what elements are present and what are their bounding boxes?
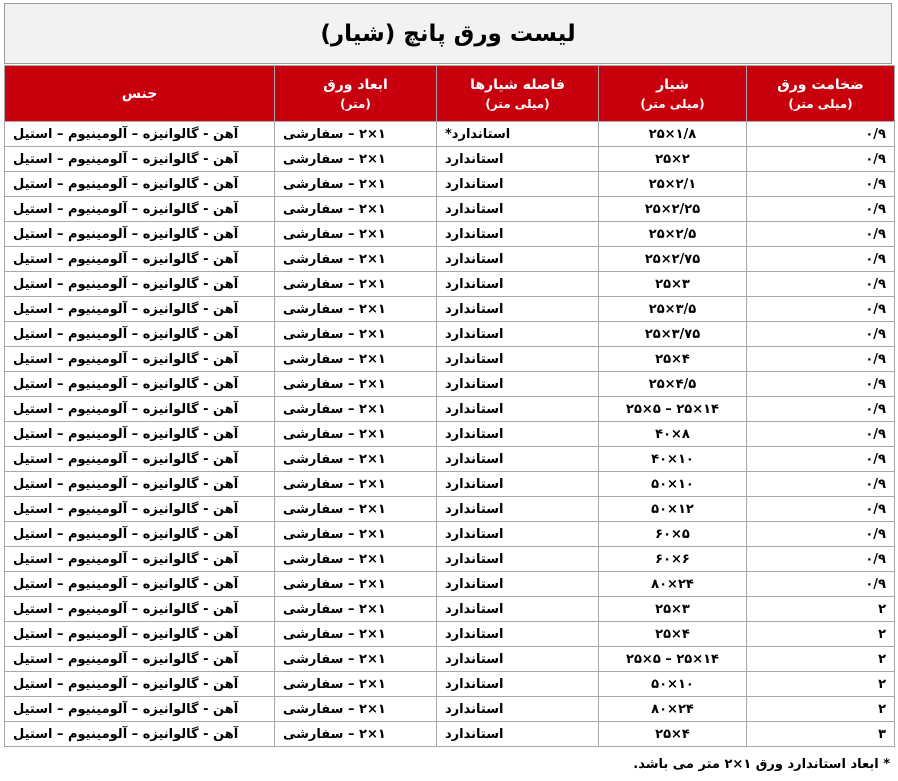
- thickness-cell: ۰/۹: [747, 397, 895, 422]
- dimensions-cell: ۱×۲ – سفارشی: [275, 172, 437, 197]
- thickness-cell: ۳: [747, 722, 895, 747]
- table-row: [5, 597, 895, 622]
- dimensions-cell: ۱×۲ – سفارشی: [275, 122, 437, 147]
- spacing-cell: استاندارد: [437, 272, 599, 297]
- material-cell: آهن - گالوانیزه – آلومینیوم – استیل: [5, 197, 275, 222]
- groove-cell: ۲۴×۸۰: [599, 572, 747, 597]
- material-cell: آهن - گالوانیزه – آلومینیوم – استیل: [5, 497, 275, 522]
- material-cell: آهن - گالوانیزه – آلومینیوم – استیل: [5, 622, 275, 647]
- material-cell: آهن - گالوانیزه – آلومینیوم – استیل: [5, 447, 275, 472]
- spacing-cell: استاندارد: [437, 372, 599, 397]
- spacing-cell: استاندارد*: [437, 122, 599, 147]
- dimensions-cell: ۱×۲ – سفارشی: [275, 472, 437, 497]
- material-cell: آهن - گالوانیزه – آلومینیوم – استیل: [5, 472, 275, 497]
- header-unit: (میلی متر): [640, 96, 705, 111]
- groove-cell: ۳×۲۵: [599, 272, 747, 297]
- groove-cell: ۲۴×۸۰: [599, 697, 747, 722]
- title-box: [4, 3, 892, 64]
- table-row: [5, 197, 895, 222]
- groove-cell: ۲×۲۵: [599, 147, 747, 172]
- spacing-cell: استاندارد: [437, 672, 599, 697]
- groove-cell: ۲/۵×۲۵: [599, 222, 747, 247]
- thickness-cell: ۰/۹: [747, 347, 895, 372]
- thickness-cell: ۲: [747, 597, 895, 622]
- dimensions-cell: ۱×۲ – سفارشی: [275, 297, 437, 322]
- groove-cell: ۴×۲۵: [599, 347, 747, 372]
- thickness-cell: ۰/۹: [747, 522, 895, 547]
- material-cell: آهن - گالوانیزه – آلومینیوم – استیل: [5, 522, 275, 547]
- header-unit: (میلی متر): [788, 96, 853, 111]
- groove-cell: ۱۲×۵۰: [599, 497, 747, 522]
- thickness-cell: ۰/۹: [747, 447, 895, 472]
- groove-cell: ۲/۱×۲۵: [599, 172, 747, 197]
- spacing-cell: استاندارد: [437, 697, 599, 722]
- dimensions-cell: ۱×۲ – سفارشی: [275, 697, 437, 722]
- material-cell: آهن - گالوانیزه – آلومینیوم – استیل: [5, 722, 275, 747]
- header-label: جنس: [121, 85, 158, 102]
- header-material: [5, 66, 275, 122]
- spacing-cell: استاندارد: [437, 522, 599, 547]
- dimensions-cell: ۱×۲ – سفارشی: [275, 447, 437, 472]
- groove-cell: ۱/۸×۲۵: [599, 122, 747, 147]
- thickness-cell: ۲: [747, 622, 895, 647]
- spacing-cell: استاندارد: [437, 497, 599, 522]
- thickness-cell: ۰/۹: [747, 122, 895, 147]
- footnote: * ابعاد استاندارد ورق ۱×۲ متر می باشد.: [633, 757, 890, 772]
- spacing-cell: استاندارد: [437, 297, 599, 322]
- thickness-cell: ۰/۹: [747, 272, 895, 297]
- table-row: [5, 647, 895, 672]
- material-cell: آهن - گالوانیزه – آلومینیوم – استیل: [5, 672, 275, 697]
- dimensions-cell: ۱×۲ – سفارشی: [275, 722, 437, 747]
- groove-cell: ۱۰×۵۰: [599, 672, 747, 697]
- groove-cell: ۴×۲۵: [599, 622, 747, 647]
- material-cell: آهن - گالوانیزه – آلومینیوم – استیل: [5, 697, 275, 722]
- material-cell: آهن - گالوانیزه – آلومینیوم – استیل: [5, 597, 275, 622]
- material-cell: آهن - گالوانیزه – آلومینیوم – استیل: [5, 372, 275, 397]
- groove-cell: ۴/۵×۲۵: [599, 372, 747, 397]
- material-cell: آهن - گالوانیزه – آلومینیوم – استیل: [5, 122, 275, 147]
- header-unit: (متر): [340, 96, 371, 111]
- header-label: فاصله شیارها: [470, 76, 565, 93]
- spacing-cell: استاندارد: [437, 622, 599, 647]
- groove-cell: ۱۰×۵۰: [599, 472, 747, 497]
- dimensions-cell: ۱×۲ – سفارشی: [275, 347, 437, 372]
- material-cell: آهن - گالوانیزه – آلومینیوم – استیل: [5, 247, 275, 272]
- thickness-cell: ۰/۹: [747, 147, 895, 172]
- table-row: [5, 497, 895, 522]
- thickness-cell: ۰/۹: [747, 372, 895, 397]
- table-row: [5, 472, 895, 497]
- spacing-cell: استاندارد: [437, 397, 599, 422]
- table-row: [5, 147, 895, 172]
- thickness-cell: ۲: [747, 672, 895, 697]
- dimensions-cell: ۱×۲ – سفارشی: [275, 522, 437, 547]
- table-row: [5, 422, 895, 447]
- dimensions-cell: ۱×۲ – سفارشی: [275, 272, 437, 297]
- material-cell: آهن - گالوانیزه – آلومینیوم – استیل: [5, 222, 275, 247]
- page-title: لیست ورق پانچ (شیار): [320, 20, 576, 47]
- material-cell: آهن - گالوانیزه – آلومینیوم – استیل: [5, 547, 275, 572]
- table-row: [5, 297, 895, 322]
- dimensions-cell: ۱×۲ – سفارشی: [275, 322, 437, 347]
- dimensions-cell: ۱×۲ – سفارشی: [275, 622, 437, 647]
- spacing-cell: استاندارد: [437, 422, 599, 447]
- spacing-cell: استاندارد: [437, 447, 599, 472]
- material-cell: آهن - گالوانیزه – آلومینیوم – استیل: [5, 297, 275, 322]
- thickness-cell: ۰/۹: [747, 322, 895, 347]
- spacing-cell: استاندارد: [437, 647, 599, 672]
- spacing-cell: استاندارد: [437, 147, 599, 172]
- table-row: [5, 697, 895, 722]
- dimensions-cell: ۱×۲ – سفارشی: [275, 147, 437, 172]
- header-spacing: [437, 66, 599, 122]
- table-row: [5, 722, 895, 747]
- header-thickness: [747, 66, 895, 122]
- punch-sheet-table: [4, 65, 895, 747]
- thickness-cell: ۰/۹: [747, 247, 895, 272]
- table-row: [5, 547, 895, 572]
- groove-cell: ۱۰×۴۰: [599, 447, 747, 472]
- dimensions-cell: ۱×۲ – سفارشی: [275, 572, 437, 597]
- thickness-cell: ۰/۹: [747, 572, 895, 597]
- header-label: شیار: [656, 76, 689, 93]
- material-cell: آهن - گالوانیزه – آلومینیوم – استیل: [5, 347, 275, 372]
- thickness-cell: ۰/۹: [747, 422, 895, 447]
- thickness-cell: ۲: [747, 697, 895, 722]
- groove-cell: ۱۴×۲۵ – ۵×۲۵: [599, 397, 747, 422]
- material-cell: آهن - گالوانیزه – آلومینیوم – استیل: [5, 322, 275, 347]
- groove-cell: ۲/۷۵×۲۵: [599, 247, 747, 272]
- dimensions-cell: ۱×۲ – سفارشی: [275, 197, 437, 222]
- header-dimensions: [275, 66, 437, 122]
- groove-cell: ۶×۶۰: [599, 547, 747, 572]
- table-row: [5, 522, 895, 547]
- dimensions-cell: ۱×۲ – سفارشی: [275, 497, 437, 522]
- dimensions-cell: ۱×۲ – سفارشی: [275, 672, 437, 697]
- groove-cell: ۵×۶۰: [599, 522, 747, 547]
- groove-cell: ۴×۲۵: [599, 722, 747, 747]
- spacing-cell: استاندارد: [437, 197, 599, 222]
- spacing-cell: استاندارد: [437, 322, 599, 347]
- dimensions-cell: ۱×۲ – سفارشی: [275, 597, 437, 622]
- spacing-cell: استاندارد: [437, 172, 599, 197]
- spacing-cell: استاندارد: [437, 222, 599, 247]
- spacing-cell: استاندارد: [437, 572, 599, 597]
- dimensions-cell: ۱×۲ – سفارشی: [275, 547, 437, 572]
- material-cell: آهن - گالوانیزه – آلومینیوم – استیل: [5, 147, 275, 172]
- spacing-cell: استاندارد: [437, 722, 599, 747]
- table-body: [5, 122, 895, 747]
- thickness-cell: ۰/۹: [747, 472, 895, 497]
- dimensions-cell: ۱×۲ – سفارشی: [275, 247, 437, 272]
- table-row: [5, 122, 895, 147]
- dimensions-cell: ۱×۲ – سفارشی: [275, 222, 437, 247]
- thickness-cell: ۲: [747, 647, 895, 672]
- table-row: [5, 572, 895, 597]
- thickness-cell: ۰/۹: [747, 197, 895, 222]
- table-row: [5, 222, 895, 247]
- groove-cell: ۸×۴۰: [599, 422, 747, 447]
- thickness-cell: ۰/۹: [747, 297, 895, 322]
- groove-cell: ۳×۲۵: [599, 597, 747, 622]
- thickness-cell: ۰/۹: [747, 547, 895, 572]
- dimensions-cell: ۱×۲ – سفارشی: [275, 397, 437, 422]
- table-row: [5, 172, 895, 197]
- dimensions-cell: ۱×۲ – سفارشی: [275, 647, 437, 672]
- material-cell: آهن - گالوانیزه – آلومینیوم – استیل: [5, 272, 275, 297]
- dimensions-cell: ۱×۲ – سفارشی: [275, 372, 437, 397]
- header-unit: (میلی متر): [485, 96, 550, 111]
- table-row: [5, 672, 895, 697]
- table-row: [5, 347, 895, 372]
- header-row: [5, 66, 895, 122]
- table-row: [5, 447, 895, 472]
- material-cell: آهن - گالوانیزه – آلومینیوم – استیل: [5, 572, 275, 597]
- spacing-cell: استاندارد: [437, 597, 599, 622]
- spacing-cell: استاندارد: [437, 547, 599, 572]
- thickness-cell: ۰/۹: [747, 172, 895, 197]
- material-cell: آهن - گالوانیزه – آلومینیوم – استیل: [5, 172, 275, 197]
- groove-cell: ۳/۷۵×۲۵: [599, 322, 747, 347]
- thickness-cell: ۰/۹: [747, 497, 895, 522]
- spacing-cell: استاندارد: [437, 472, 599, 497]
- material-cell: آهن - گالوانیزه – آلومینیوم – استیل: [5, 397, 275, 422]
- dimensions-cell: ۱×۲ – سفارشی: [275, 422, 437, 447]
- material-cell: آهن - گالوانیزه – آلومینیوم – استیل: [5, 422, 275, 447]
- groove-cell: ۱۴×۲۵ – ۵×۲۵: [599, 647, 747, 672]
- table-row: [5, 247, 895, 272]
- header-label: ضخامت ورق: [777, 76, 864, 93]
- thickness-cell: ۰/۹: [747, 222, 895, 247]
- header-label: ابعاد ورق: [323, 76, 388, 93]
- table-row: [5, 397, 895, 422]
- table-row: [5, 622, 895, 647]
- table-row: [5, 372, 895, 397]
- material-cell: آهن - گالوانیزه – آلومینیوم – استیل: [5, 647, 275, 672]
- table-row: [5, 272, 895, 297]
- groove-cell: ۲/۲۵×۲۵: [599, 197, 747, 222]
- spacing-cell: استاندارد: [437, 347, 599, 372]
- table-row: [5, 322, 895, 347]
- header-groove: [599, 66, 747, 122]
- spacing-cell: استاندارد: [437, 247, 599, 272]
- groove-cell: ۳/۵×۲۵: [599, 297, 747, 322]
